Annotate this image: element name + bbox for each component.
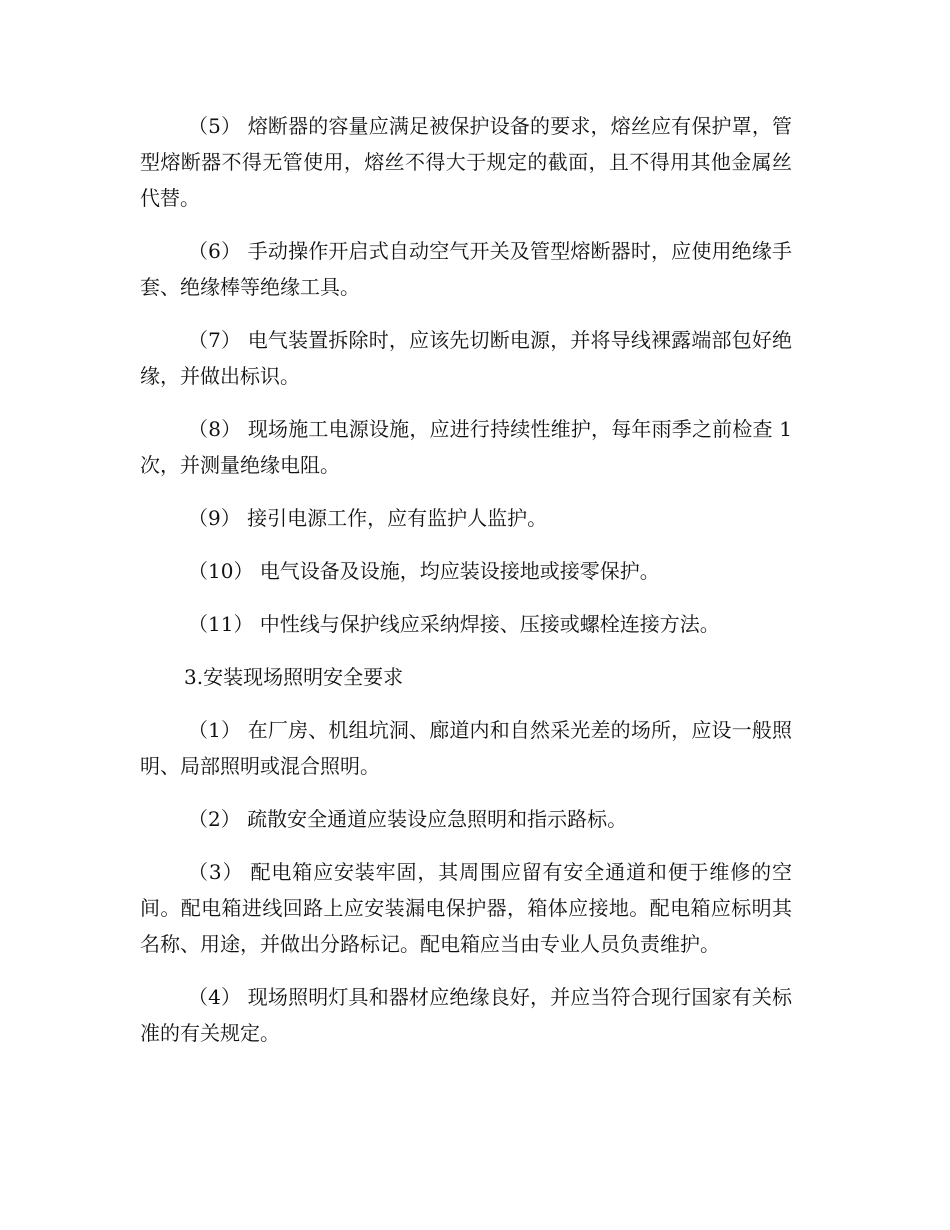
lighting-clause-2: （2） 疏散安全通道应装设应急照明和指示路标。: [188, 807, 628, 831]
lighting-clause-1: （1） 在厂房、机组坑洞、廊道内和自然采光差的场所，应设一般照明、局部照明或混合照明。: [140, 718, 792, 778]
clause-10: （10） 电气设备及设施，均应装设接地或接零保护。: [188, 559, 660, 583]
clause-8: （8） 现场施工电源设施，应进行持续性维护，每年雨季之前检查 1 次，并测量绝缘电阻。: [140, 417, 792, 477]
clause-11: （11） 中性线与保护线应采纳焊接、压接或螺栓连接方法。: [188, 612, 720, 636]
lighting-clause-3: （3） 配电箱应安装牢固，其周围应留有安全通道和便于维修的空间。配电箱进线回路上应安装漏电保护器，箱体应接地。配电箱应标明其名称、用途，并做出分路标记。配电箱应当由专业人员负责维护。: [140, 860, 792, 956]
clause-5: （5） 熔断器的容量应满足被保护设备的要求，熔丝应有保护罩，管型熔断器不得无管使用，熔丝不得大于规定的截面，且不得用其他金属丝代替。: [140, 114, 792, 210]
section-heading-lighting-safety: 3.安装现场照明安全要求: [184, 665, 404, 689]
lighting-clause-4: （4） 现场照明灯具和器材应绝缘良好，并应当符合现行国家有关标准的有关规定。: [140, 985, 792, 1045]
document-body: [140, 108, 792, 1068]
clause-6: （6） 手动操作开启式自动空气开关及管型熔断器时，应使用绝缘手套、绝缘棒等绝缘工具。: [140, 239, 792, 299]
clause-7: （7） 电气装置拆除时，应该先切断电源，并将导线裸露端部包好绝缘，并做出标识。: [140, 328, 792, 388]
clause-9: （9） 接引电源工作，应有监护人监护。: [188, 506, 548, 530]
